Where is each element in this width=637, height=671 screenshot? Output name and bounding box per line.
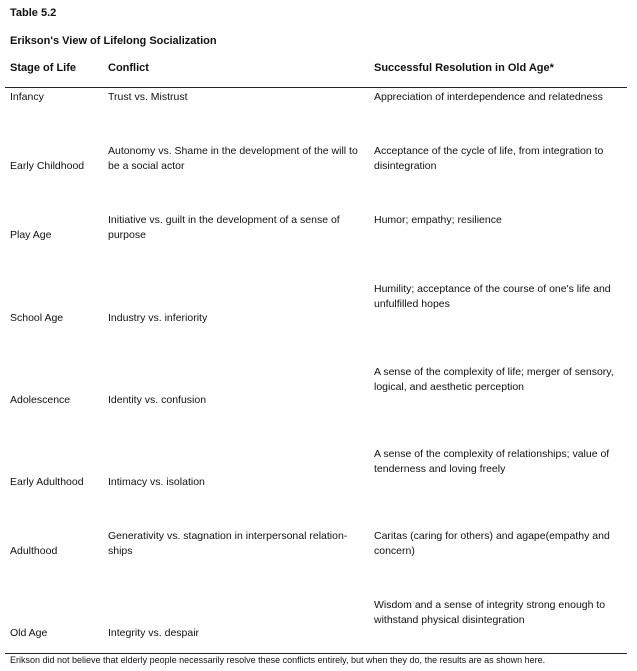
table-row-conflict: Generativity vs. stagnation in interpersonal relation-ships (108, 530, 348, 557)
table-footnote: Erikson did not believe that elderly people necessarily resolve these conflicts entirely, but when they do, the results are as shown here. (10, 655, 546, 665)
header-rule (5, 87, 627, 88)
footer-rule (5, 653, 627, 654)
table-row-resolution: Appreciation of interdependence and relatedness (374, 91, 603, 103)
table-row-resolution: Humor; empathy; resilience (374, 214, 502, 226)
table-row-conflict: Industry vs. inferiority (108, 312, 208, 324)
table-row-stage: Adulthood (10, 545, 58, 557)
table-row-resolution: Wisdom and a sense of integrity strong enough to withstand physical disintegration (374, 599, 606, 626)
table-row-conflict: Autonomy vs. Shame in the development of the will to be a social actor (108, 145, 358, 172)
table-row-stage: Play Age (10, 229, 52, 241)
table-row-resolution: A sense of the complexity of relationships; value of tenderness and loving freely (374, 448, 610, 475)
header-conflict: Conflict (108, 62, 149, 74)
table-title: Erikson's View of Lifelong Socialization (10, 35, 217, 47)
table-row-stage: School Age (10, 312, 64, 324)
table-row-resolution: Acceptance of the cycle of life, from integration to disintegration (374, 145, 604, 172)
table-row-conflict: Initiative vs. guilt in the development of a sense of purpose (108, 214, 340, 241)
table-row-stage: Old Age (10, 627, 48, 639)
table-row-stage: Early Childhood (10, 160, 85, 172)
table-row-stage: Adolescence (10, 394, 71, 406)
table-row-resolution: A sense of the complexity of life; merger of sensory, logical, and aesthetic perception (374, 366, 614, 393)
table-row-stage: Infancy (10, 91, 44, 103)
header-stage-of-life: Stage of Life (10, 62, 77, 74)
table-row-resolution: Caritas (caring for others) and agape(empathy and concern) (374, 530, 610, 557)
table-row-stage: Early Adulthood (10, 476, 84, 488)
table-row-conflict: Identity vs. confusion (108, 394, 207, 406)
table-label: Table 5.2 (10, 7, 57, 19)
table-row-conflict: Integrity vs. despair (108, 627, 200, 639)
table-row-conflict: Trust vs. Mistrust (108, 91, 188, 103)
header-successful-resolution: Successful Resolution in Old Age* (374, 62, 554, 74)
table-row-resolution: Humility; acceptance of the course of one's life and unfulfilled hopes (374, 283, 611, 310)
table-row-conflict: Intimacy vs. isolation (108, 476, 205, 488)
